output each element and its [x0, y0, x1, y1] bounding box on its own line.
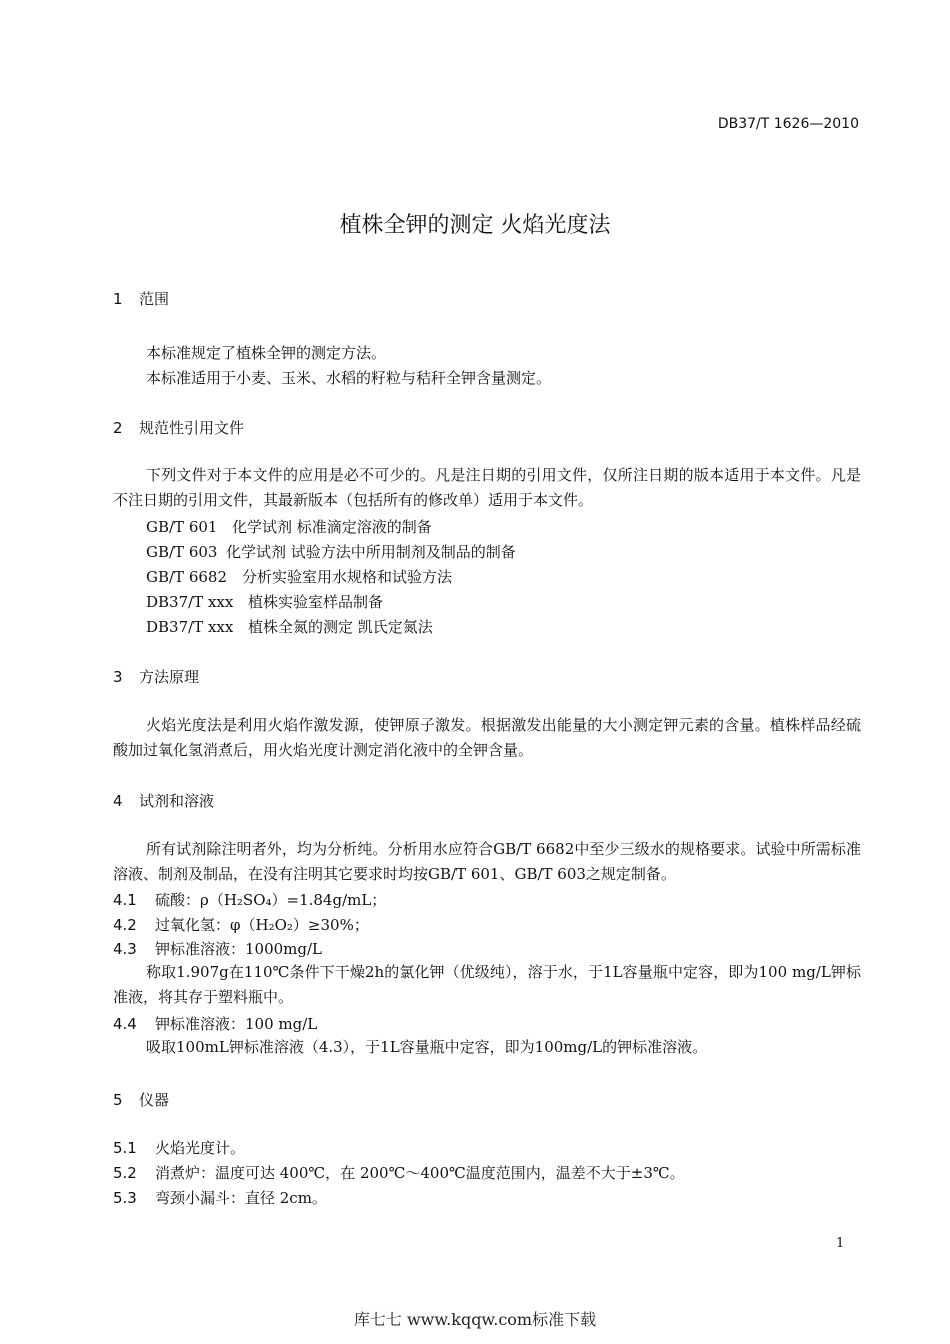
section-title: 方法原理 [139, 668, 200, 686]
clause-text: 弯颈小漏斗：直径 2cm。 [155, 1189, 327, 1207]
clause-item [113, 938, 322, 959]
clause-number: 4.3 [113, 940, 137, 958]
reference-code: GB/T 603 [146, 543, 218, 561]
section-title: 试剂和溶液 [139, 792, 215, 810]
clause-number: 5.1 [113, 1139, 137, 1157]
reference-item [146, 616, 433, 637]
paragraph: 火焰光度法是利用火焰作激发源，使钾原子激发。根据激发出能量的大小测定钾元素的含量。植株样品经硫酸加过氧化氢消煮后，用火焰光度计测定消化液中的全钾含量。 [113, 716, 861, 759]
section-5-heading [113, 1089, 169, 1110]
clause-text: 过氧化氢：φ（H₂O₂）≥30%； [155, 916, 369, 934]
section-title: 规范性引用文件 [139, 419, 245, 437]
reference-code: GB/T 6682 [146, 568, 228, 586]
reference-title: 分析实验室用水规格和试验方法 [242, 568, 453, 586]
section-number: 5 [113, 1091, 123, 1109]
section-3-heading [113, 666, 199, 687]
reference-item [146, 591, 383, 612]
clause-text: 钾标准溶液：1000mg/L [155, 940, 323, 958]
clause-text: 硫酸：ρ（H₂SO₄）=1.84g/mL； [155, 891, 387, 909]
section-number: 3 [113, 668, 123, 686]
section-title: 仪器 [139, 1091, 170, 1109]
clause-item [113, 914, 369, 935]
clause-number: 4.1 [113, 891, 137, 909]
clause-number: 5.2 [113, 1164, 137, 1182]
section-number: 1 [113, 290, 123, 308]
clause-item [113, 1187, 327, 1208]
section-1-heading [113, 288, 169, 309]
reference-title: 化学试剂 标准滴定溶液的制备 [232, 518, 432, 536]
paragraph: 吸取100mL钾标准溶液（4.3），于1L容量瓶中定容，即为100mg/L的钾标准溶液。 [146, 1038, 708, 1056]
paragraph: 本标准适用于小麦、玉米、水稻的籽粒与秸秆全钾含量测定。 [146, 369, 552, 387]
clause-item [113, 889, 386, 910]
section-number: 4 [113, 792, 123, 810]
section-title: 范围 [139, 290, 170, 308]
clause-item [113, 1137, 245, 1158]
section-number: 2 [113, 419, 123, 437]
clause-number: 4.4 [113, 1015, 137, 1033]
section-4-heading [113, 790, 214, 811]
paragraph: 称取1.907g在110℃条件下干燥2h的氯化钾（优级纯），溶于水，于1L容量瓶中定容，即为100 mg/L钾标准液，将其存于塑料瓶中。 [113, 963, 861, 1006]
reference-title: 植株实验室样品制备 [248, 593, 384, 611]
paragraph: 所有试剂除注明者外，均为分析纯。分析用水应符合GB/T 6682中至少三级水的规格要求。试验中所需标准溶液、制剂及制品，在没有注明其它要求时均按GB/T 601、GB/T 603之规定制备。 [113, 840, 861, 883]
paragraph: 下列文件对于本文件的应用是必不可少的。凡是注日期的引用文件，仅所注日期的版本适用于本文件。凡是不注日期的引用文件，其最新版本（包括所有的修改单）适用于本文件。 [113, 466, 861, 509]
clause-text: 消煮炉：温度可达 400℃，在 200℃～400℃温度范围内，温差不大于±3℃。 [155, 1164, 685, 1182]
reference-item [146, 541, 516, 562]
clause-text: 火焰光度计。 [155, 1139, 246, 1157]
reference-item [146, 516, 432, 537]
document-title: 植株全钾的测定 火焰光度法 [339, 213, 611, 238]
clause-number: 4.2 [113, 916, 137, 934]
clause-text: 钾标准溶液：100 mg/L [155, 1015, 318, 1033]
clause-item [113, 1013, 317, 1034]
paragraph: 本标准规定了植株全钾的测定方法。 [146, 344, 387, 362]
standard-code: DB37/T 1626—2010 [717, 116, 859, 132]
reference-title: 化学试剂 试验方法中所用制剂及制品的制备 [226, 543, 516, 561]
reference-item [146, 566, 452, 587]
reference-title: 植株全氮的测定 凯氏定氮法 [248, 618, 433, 636]
clause-number: 5.3 [113, 1189, 137, 1207]
reference-code: GB/T 601 [146, 518, 218, 536]
page-number: 1 [836, 1236, 845, 1251]
reference-code: DB37/T xxx [146, 593, 234, 611]
clause-item [113, 1162, 685, 1183]
section-2-heading [113, 417, 244, 438]
footer-watermark: 库七七 www.kqqw.com标准下载 [353, 1310, 597, 1329]
reference-code: DB37/T xxx [146, 618, 234, 636]
